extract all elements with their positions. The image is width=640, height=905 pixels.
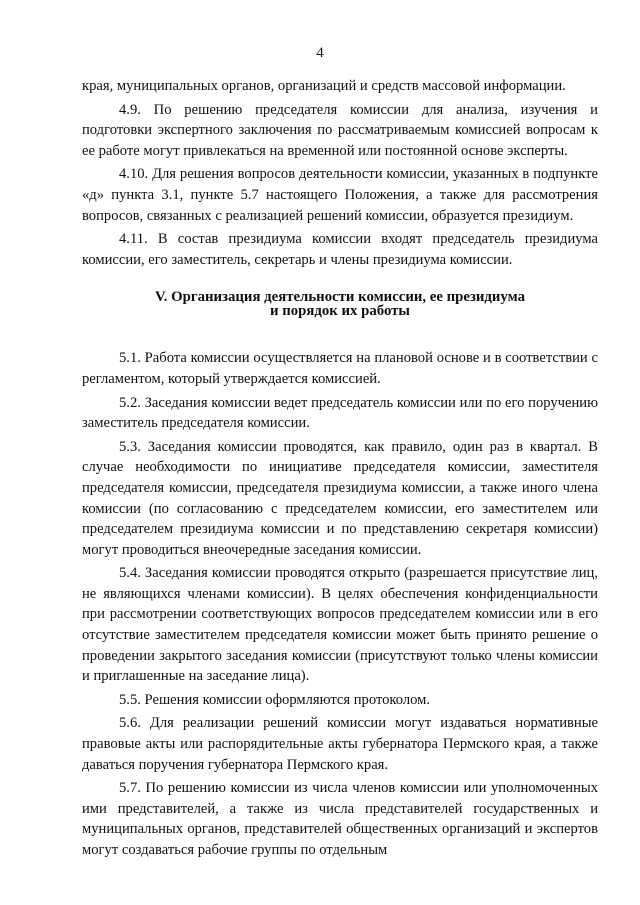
paragraph-5-4: 5.4. Заседания комиссии проводятся открыто (разрешается присутствие лиц, не являющихся членами комиссии). В целях обеспечения конфиденциальности при рассмотрении соответствующих вопросов председателем комиссии или в его отсутствие заместителем председателя комиссии может быть принято решение о проведении закрытого заседания комиссии (присутствуют только члены комиссии и приглашенные на заседание лица). (82, 565, 598, 685)
paragraph-5-6: 5.6. Для реализации решений комиссии могут издаваться нормативные правовые акты или распорядительные акты губернатора Пермского края, а также даваться поручения губернатора Пермского края. (82, 715, 598, 773)
section-heading (82, 290, 598, 318)
paragraph-continuation: края, муниципальных органов, организаций и средств массовой информации. (82, 78, 566, 94)
paragraph-5-2: 5.2. Заседания комиссии ведет председатель комиссии или по его поручению заместитель председателя комиссии. (82, 394, 598, 432)
section-heading-line-1: V. Организация деятельности комиссии, ее президиума (154, 289, 526, 306)
page-number: 4 (316, 45, 324, 61)
paragraph-4-11: 4.11. В состав президиума комиссии входят председатель президиума комиссии, его заместитель, секретарь и члены президиума комиссии. (82, 231, 598, 268)
section-heading-line-2: и порядок их работы (270, 303, 410, 320)
paragraph-5-1: 5.1. Работа комиссии осуществляется на плановой основе и в соответствии с регламентом, который утверждается комиссией. (82, 350, 598, 387)
paragraph-4-9: 4.9. По решению председателя комиссии для анализа, изучения и подготовки экспертного заключения по рассматриваемым комиссией вопросам к ее работе могут привлекаться на временной или постоянной основе эксперты. (82, 101, 598, 159)
document-body (82, 76, 598, 861)
paragraph-5-5: 5.5. Решения комиссии оформляются протоколом. (119, 691, 431, 708)
paragraph-5-7: 5.7. По решению комиссии из числа членов комиссии или уполномоченных ими представителей, а также из числа представителей государственных и муниципальных органов, представителей общественных организаций и экспертов могут создаваться рабочие группы по отдельным (82, 780, 598, 858)
paragraph-4-10: 4.10. Для решения вопросов деятельности комиссии, указанных в подпункте «д» пункта 3.1, пункте 5.7 настоящего Положения, а также для рассмотрения вопросов, связанных с реализацией решений комиссии, образуется президиум. (82, 166, 598, 224)
paragraph-5-3: 5.3. Заседания комиссии проводятся, как правило, один раз в квартал. В случае необходимости по инициативе председателя комиссии, заместителя председателя комиссии, председателя президиума комиссии, а также иного члена комиссии (по согласованию с председателем комиссии, его заместителем или председателем президиума комиссии и по представлению секретаря комиссии) могут проводиться внеочередные заседания комиссии. (82, 438, 598, 558)
